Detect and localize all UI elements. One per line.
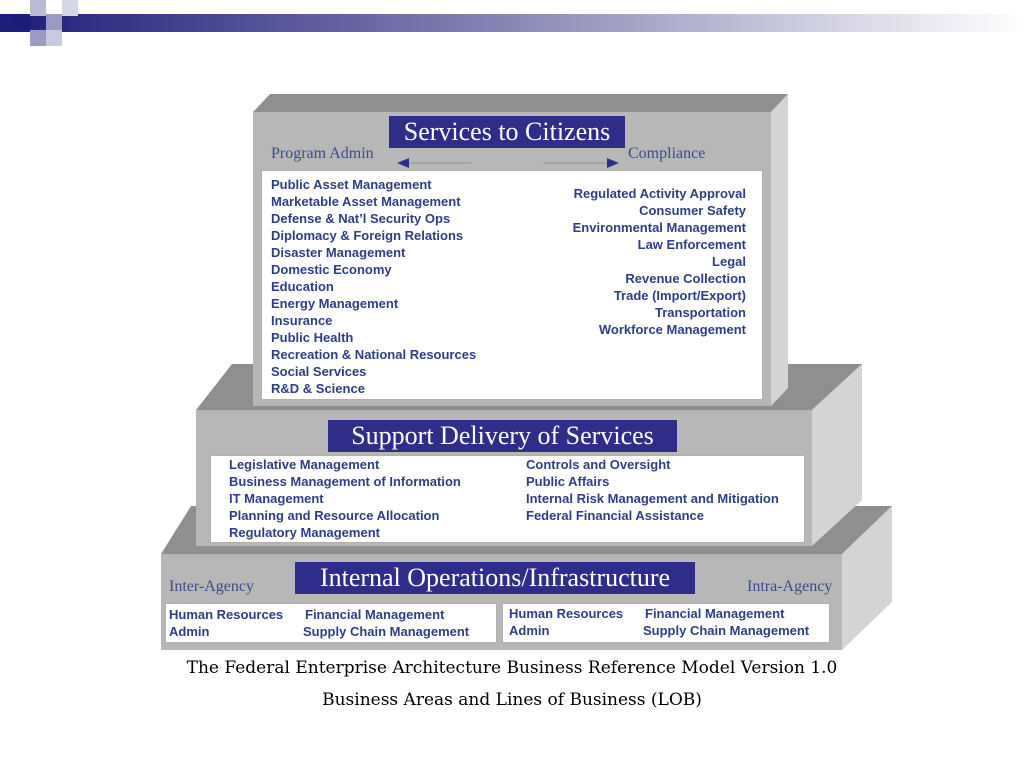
- list-item: IT Management: [229, 491, 324, 506]
- support-delivery-right-list: [526, 456, 779, 524]
- intra-agency-item: Supply Chain Management: [643, 623, 810, 638]
- list-item: Environmental Management: [572, 220, 746, 235]
- list-item: Recreation & National Resources: [271, 347, 477, 362]
- label-program-admin: Program Admin: [271, 145, 374, 162]
- list-item: Workforce Management: [598, 322, 746, 337]
- inter-agency-item: Human Resources: [169, 607, 284, 622]
- list-item: Education: [271, 279, 334, 294]
- list-item: Consumer Safety: [639, 203, 746, 218]
- list-item: Diplomacy & Foreign Relations: [271, 228, 464, 243]
- inter-agency-item: Admin: [169, 624, 210, 639]
- list-item: Energy Management: [271, 296, 399, 311]
- tier-title-internal-operations: Internal Operations/Infrastructure: [295, 562, 695, 594]
- support-delivery-left-list: [229, 456, 461, 541]
- intra-agency-item: Financial Management: [645, 606, 785, 621]
- list-item: Disaster Management: [271, 245, 406, 260]
- list-item: Legal: [712, 254, 746, 269]
- label-inter-agency: Inter-Agency: [169, 578, 254, 595]
- list-item: Transportation: [654, 305, 746, 320]
- caption-subtitle: Business Areas and Lines of Business (LOB): [322, 690, 702, 710]
- list-item: Marketable Asset Management: [271, 194, 461, 209]
- arrow-right-icon: [541, 156, 621, 170]
- list-item: Public Asset Management: [271, 177, 432, 192]
- list-item: Legislative Management: [229, 457, 380, 472]
- tier-title-support-delivery: Support Delivery of Services: [328, 420, 677, 452]
- list-item: Federal Financial Assistance: [526, 508, 704, 523]
- arrow-left-icon: [395, 156, 475, 170]
- label-compliance: Compliance: [628, 145, 706, 162]
- list-item: R&D & Science: [271, 381, 365, 396]
- compliance-list: [573, 185, 746, 338]
- caption-title: The Federal Enterprise Architecture Business Reference Model Version 1.0: [186, 658, 838, 678]
- list-item: Revenue Collection: [625, 271, 746, 286]
- list-item: Trade (Import/Export): [613, 288, 746, 303]
- list-item: Regulatory Management: [229, 525, 380, 540]
- intra-agency-item: Human Resources: [509, 606, 624, 621]
- list-item: Law Enforcement: [637, 237, 746, 252]
- list-item: Social Services: [271, 364, 367, 379]
- inter-agency-item: Financial Management: [305, 607, 445, 622]
- tier-title-services-to-citizens: Services to Citizens: [389, 116, 625, 148]
- list-item: Public Affairs: [526, 474, 610, 489]
- list-item: Domestic Economy: [271, 262, 392, 277]
- list-item: Planning and Resource Allocation: [229, 508, 440, 523]
- program-admin-list: [271, 176, 476, 397]
- intra-agency-item: Admin: [509, 623, 550, 638]
- list-item: Controls and Oversight: [526, 457, 671, 472]
- list-item: Defense & Nat’l Security Ops: [271, 211, 451, 226]
- inter-agency-item: Supply Chain Management: [303, 624, 470, 639]
- list-item: Business Management of Information: [229, 474, 461, 489]
- list-item: Regulated Activity Approval: [573, 186, 746, 201]
- list-item: Insurance: [271, 313, 333, 328]
- list-item: Internal Risk Management and Mitigation: [526, 491, 779, 506]
- list-item: Public Health: [271, 330, 354, 345]
- label-intra-agency: Intra-Agency: [747, 578, 833, 595]
